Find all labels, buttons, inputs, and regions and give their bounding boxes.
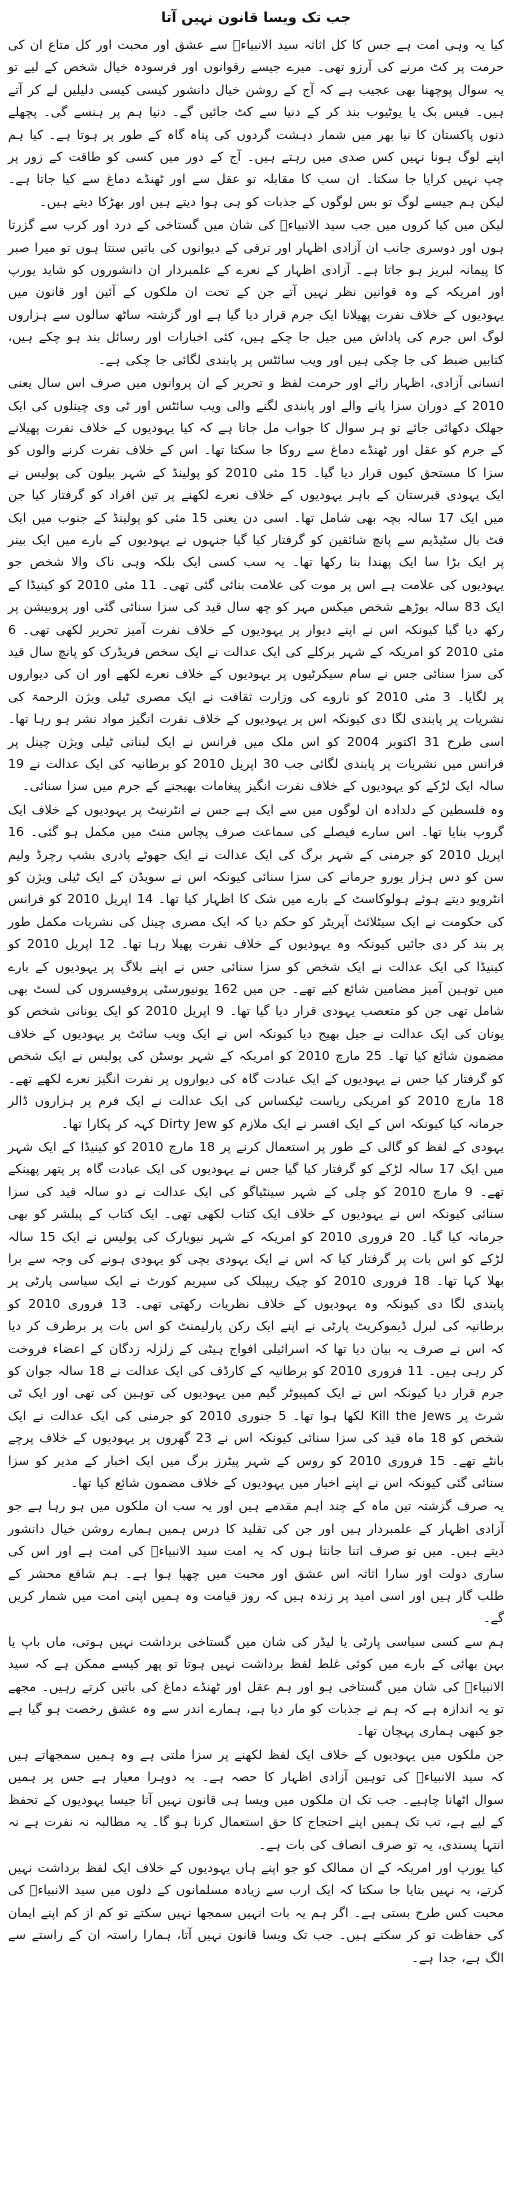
paragraph: یہودی کے لفظ کو گالی کے طور پر استعمال کرنے پر 18 مارچ 2010 کو کینیڈا کے ایک شہر میں ایک 17 سالہ لڑکے کو گرفتار کیا گیا جس نے یہودیوں کی ایک عبادت گاہ پر پتھر پھینکے تھے۔ 9 مارچ 2010 کو چلی کے شہر سینٹیاگو کی ایک عدالت نے دو سالہ قید کی سزا سنائی کیونکہ اس نے یہودیوں کے خلاف ایک کتاب لکھی تھی۔ ایک کتاب کے پبلشر کو بھی جرمانہ کیا گیا۔ 20 فروری 2010 کو امریکہ کے شہر نیویارک کی پولیس نے ایک 15 سالہ لڑکے کو اس بات پر گرفتار کیا کہ اس نے ایک یہودی بچی کو یہودی ہونے کی وجہ سے برا بھلا کہا تھا۔ 18 فروری 2010 کو چیک ریپبلک کی سپریم کورٹ نے ایک سیاسی پارٹی پر پابندی لگا دی کیونکہ وہ یہودیوں کے خلاف نظریات رکھتی تھی۔ 13 فروری 2010 کو برطانیہ کی لبرل ڈیموکریٹ پارٹی نے اپنے ایک رکن پارلیمنٹ کو اس بات پر برطرف کر دیا کہ اس نے صرف یہ بیان دیا تھا کہ اسرائیلی افواج ہیٹی کے زلزلہ زدگان کے اعضاء فروخت کر رہی ہیں۔ 11 فروری 2010 کو برطانیہ کے کارڈف کی ایک عدالت نے 18 سالہ جوان کو جرم قرار دیا کیونکہ اس نے ایک کمپیوٹر گیم میں یہودیوں کی توہین کی تھی اور ایک ٹی شرٹ پر Kill the Jews لکھا ہوا تھا۔ 5 جنوری 2010 کو جرمنی کی ایک عدالت نے ایک شخص کو 18 ماہ قید کی سزا سنائی کیونکہ اس نے 23 گھروں پر یہودیوں کے خلاف پرچے بانٹے تھے۔ 15 فروری 2010 کو روس کے شہر پیٹرز برگ میں ایک اخبار کے مدیر کو سزا سنائی گئی کیونکہ اس نے اپنے اخبار میں یہودیوں کے خلاف مضمون شائع کیا تھا۔ — [8, 1138, 505, 1490]
paragraph: وہ فلسطین کے دلدادہ ان لوگوں میں سے ایک ہے جس نے انٹرنیٹ پر یہودیوں کے خلاف ایک گروپ بنایا تھا۔ اس سارے فیصلے کی سماعت صرف پچاس منٹ میں مکمل ہو گئی۔ 16 اپریل 2010 کو جرمنی کے شہر برگ کی ایک عدالت نے ایک جھوٹے پادری بشپ رچرڈ ولیم سن کو دس ہزار یورو جرمانے کی سزا سنائی کیونکہ اس نے سویڈن کے ایک ٹیلی ویژن کو انٹرویو دیتے ہوئے ہولوکاسٹ کے بارے میں شک کا اظہار کیا تھا۔ 14 اپریل 2010 کو فرانس کی حکومت نے ایک سیٹلائٹ آپریٹر کو حکم دیا کہ ایک مصری چینل کی نشریات مکمل طور پر بند کر دی جائیں کیونکہ وہ یہودیوں کے خلاف نفرت پھیلا رہا تھا۔ 12 اپریل 2010 کو کینیڈا کی ایک عدالت نے ایک شخص کو سزا سنائی جس نے اپنے بلاگ پر یہودیوں کے بارے میں توہین آمیز مضامین شائع کیے تھے۔ جن میں 162 یونیورسٹی پروفیسروں کی لسٹ بھی شامل تھی جن کو متعصب یہودی قرار دیا گیا تھا۔ 9 اپریل 2010 کو ایک یونانی شخص کو یونان کی ایک عدالت نے جیل بھیج دیا کیونکہ اس نے ایک ویب سائٹ پر یہودیوں کے خلاف مضمون شائع کیا تھا۔ 25 مارچ 2010 کو امریکہ کے شہر بوسٹن کی پولیس نے ایک شخص کو گرفتار کیا جس نے یہودیوں کے ایک عبادت گاہ کی دیواروں پر نفرت انگیز نعرے لکھے تھے۔ 18 مارچ 2010 کو امریکی ریاست ٹیکساس کی ایک عدالت نے ایک فرم پر ہزاروں ڈالر جرمانہ کیا کیونکہ اس کے ایک افسر نے ایک ملازم کو Dirty Jew کہہ کر پکارا تھا۔ — [8, 801, 505, 1131]
paragraph: جن ملکوں میں یہودیوں کے خلاف ایک لفظ لکھنے پر سزا ملتی ہے وہ ہمیں سمجھاتے ہیں کہ سید الانبیاءؐ کی توہین آزادی اظہار کا حصہ ہے۔ یہ دوہرا معیار ہے جس پر ہمیں سوال اٹھانا چاہیے۔ جب تک ان ملکوں میں ویسا ہی قانون نہیں آتا جیسا یہودیوں کے تحفظ کے لیے ہے، تب تک ہمیں اپنے احتجاج کا حق استعمال کرنا ہو گا۔ یہ مطالبہ نہ نفرت ہے نہ انتہا پسندی، یہ تو صرف انصاف کی بات ہے۔ — [8, 1746, 504, 1852]
paragraph: انسانی آزادی، اظہار رائے اور حرمت لفظ و تحریر کے ان پروانوں میں صرف اس سال یعنی 2010 کے دوران سزا پانے والے اور پابندی لگنے والی ویب سائٹس اور ٹی وی چینلوں کی ایک جھلک دکھائی جائے تو ہر سوال کا جواب مل جاتا ہے کہ کیا یہودیوں کے خلاف نفرت پھیلانے کے جرم کو عقل اور ٹھنڈے دماغ سے روکا جا سکتا تھا۔ اس کے خلاف نفرت کرنے والوں کو سزا کا مستحق کیوں قرار دیا گیا۔ 15 مئی 2010 کو پولینڈ کے شہر بیلون کی پولیس نے ایک یہودی قبرستان کے باہر یہودیوں کے خلاف نعرے لکھنے پر تین افراد کو گرفتار کیا جن میں ایک 17 سالہ بچہ بھی شامل تھا۔ اسی دن یعنی 15 مئی کو پولینڈ کے جنوب میں ایک فٹ بال سٹیڈیم سے پانچ شائقین کو گرفتار کیا گیا جنہوں نے یہودیوں کے بارے میں ایک بینر پر ایک بڑا سا ایک پھندا بنا رکھا تھا۔ یہ سب کسی ایک بلکہ وہی ناک والا شخص جو یہودیوں کی علامت ہے اس پر موت کی علامت بنائی گئی تھی۔ 11 مئی 2010 کو کینیڈا کے ایک 83 سالہ بوڑھے شخص میکس مہر کو چھ سال قید کی سزا سنائی گئی اور پروبیشن پر رکھ دیا گیا کیونکہ اس نے اپنے دیوار پر یہودیوں کے خلاف نفرت آمیز تحریر لکھی تھی۔ 6 مئی 2010 کو امریکہ کے شہر برکلے کی ایک عدالت نے ایک سخص فریڈرک کو پانچ سال قید کی سزا سنائی جس نے سام سیکرٹیوں پر یہودیوں کے خلاف نعرے لکھے اور ان کی دیواروں پر لگایا۔ 3 مئی 2010 کو ناروے کی وزارت ثقافت نے ایک مصری ٹیلی ویژن الرحمۃ کی نشریات پر پابندی لگا دی کیونکہ اس پر یہودیوں کے خلاف نفرت انگیز مواد نشر ہو رہا تھا۔ اسی طرح 31 اکتوبر 2004 کو اس ملک میں فرانس نے ایک لبنانی ٹیلی ویژن چینل پر فرانس میں نشریات پر پابندی لگائی جب 30 اپریل 2010 کو برطانیہ کی ایک عدالت نے 19 سالہ ایک لڑکے کو یہودیوں کے خلاف نفرت انگیز پیغامات بھیجنے کے جرم میں سزا سنائی۔ — [8, 375, 505, 794]
headline: جب تک ویسا قانون نہیں آتا — [161, 10, 351, 26]
paragraph: کیا یہ وہی امت ہے جس کا کل اثاثہ سید الانبیاءؐ سے عشق اور محبت اور کل متاع ان کی حرمت پر کٹ مرنے کی آرزو تھی۔ میرے جیسے رقوانوں اور فرسودہ خیال شخص کے لیے تو یہ سوال پوچھنا بھی عجیب ہے کہ آج کے روشن خیال دانشور کیسی کیسی دلیلیں لے کر آتے ہیں۔ فیس بک یا یوٹیوب بند کر کے دنیا سے کٹ جائیں گے۔ دنیا ہم پر ہنسے گی۔ پچھلے دنوں پاکستان کا نیا بھر میں شمار دہشت گردوں کی پناہ گاہ کے طور پر ہوتا ہے۔ کیا ہم اپنے لوگ ہونا نہیں کس صدی میں رہتے ہیں۔ آج کے دور میں کسی کو طاقت کے زور پر چپ نہیں کرایا جا سکتا۔ ان سب کا مقابلہ تو عقل سے اور ٹھنڈے دماغ سے کیا جاتا ہے۔ لیکن ہم جیسے لوگ تو بس لوگوں کے جذبات کو ہی ہوا دیتے ہیں اور بھڑکا دیتے ہیں۔ — [8, 37, 504, 209]
paragraph: یہ صرف گزشتہ تین ماہ کے چند اہم مقدمے ہیں اور یہ سب ان ملکوں میں ہو رہا ہے جو آزادی اظہار کے علمبردار ہیں اور جن کی تقلید کا درس ہمیں ہمارے روشن خیال دانشور دیتے ہیں۔ میں تو صرف اتنا جانتا ہوں کہ یہ امت سید الانبیاءؐ کی امت ہے اور اس کی ساری دولت اور سارا اثاثہ اس عشق اور محبت میں چھپا ہوا ہے۔ ہم شافع محشر کے طلب گار ہیں اور اسی امید پر زندہ ہیں کہ روز قیامت وہ ہمیں اپنی امت میں شمار کریں گے۔ — [8, 1498, 504, 1626]
paragraph: لیکن میں کیا کروں میں جب سید الانبیاءؐ کی شان میں گستاخی کے درد اور کرب سے گزرتا ہوں اور دوسری جانب ان آزادی اظہار اور ترقی کے دیوانوں کی باتیں سنتا ہوں تو میرا صبر کا پیمانہ لبریز ہو جاتا ہے۔ آزادی اظہار کے نعرے کے علمبردار ان دانشوروں کو شاید یورپ اور امریکہ کے وہ قوانین نظر نہیں آتے جن کے تحت ان ملکوں کے آئین اور قانون میں یہودیوں کے خلاف نفرت پھیلانا ایک جرم قرار دیا گیا ہے اور گزشتہ ساٹھ سالوں سے ہزاروں لوگ اس جرم کی پاداش میں جیل جا چکے ہیں، کئی اخبارات اور رسائل بند ہو چکے ہیں، کتابیں ضبط کی جا چکی ہیں اور ویب سائٹس پر پابندی لگائی جا چکی ہے۔ — [8, 217, 504, 367]
paragraph: ہم سے کسی سیاسی پارٹی یا لیڈر کی شان میں گستاخی برداشت نہیں ہوتی، ماں باپ یا بہن بھائی کے بارے میں کوئی غلط لفظ برداشت نہیں ہوتا تو پھر کیسے ممکن ہے کہ سید الانبیاءؐ کی شان میں گستاخی ہو اور ہم عقل اور ٹھنڈے دماغ کی باتیں کرتے رہیں۔ مجھے تو یہ اندازہ ہے کہ ہم نے جذبات کو مار دیا ہے، ہمارے اندر سے وہ عشق رخصت ہو گیا ہے جو کبھی ہماری پہچان تھا۔ — [8, 1633, 504, 1739]
paragraph: کیا یورپ اور امریکہ کے ان ممالک کو جو اپنے ہاں یہودیوں کے خلاف ایک لفظ برداشت نہیں کرتے، یہ نہیں بتایا جا سکتا کہ ایک ارب سے زیادہ مسلمانوں کے دلوں میں سید الانبیاءؐ کی محبت کس طرح بستی ہے۔ اگر ہم یہ بات انہیں سمجھا نہیں سکتے تو کم از کم اپنے ایمان کی حفاظت تو کر سکتے ہیں۔ جب تک ویسا قانون نہیں آتا، ہمارا راستہ ان کے راستے سے الگ ہے، جدا ہے۔ — [8, 1859, 504, 1965]
article-body — [8, 34, 504, 1969]
